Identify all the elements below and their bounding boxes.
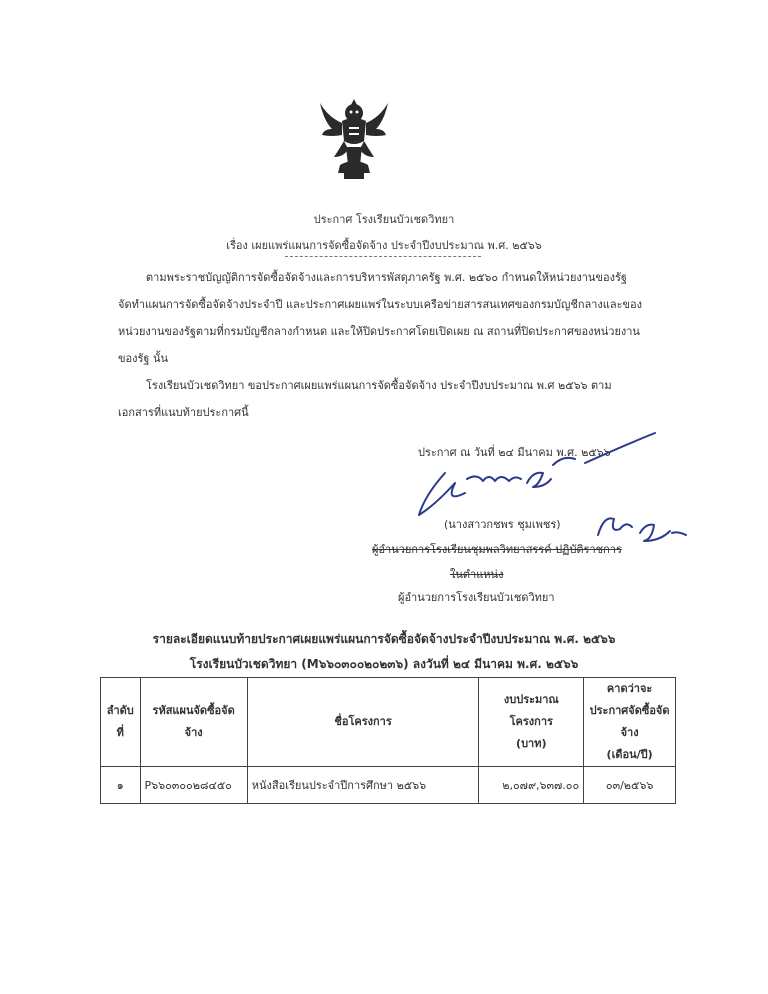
table-row [101,767,676,804]
announcement-date: ประกาศ ณ วันที่ ๒๔ มีนาคม พ.ศ. ๒๕๖๖ [418,446,611,459]
acting-position-struck: ในตำแหน่ง [450,568,504,581]
header-budget-line-1: งบประมาณโครงการ [503,693,559,728]
announcement-subject: เรื่อง เผยแพร่แผนการจัดซื้อจัดจ้าง ประจำปีงบประมาณ พ.ศ. ๒๕๖๖ [226,239,542,252]
header-num: ลำดับที่ [101,678,141,767]
signer-position: ผู้อำนวยการโรงเรียนบัวเชดวิทยา [398,591,555,604]
cell-period: ๐๓/๒๕๖๖ [584,767,676,804]
cell-budget: ๒,๐๗๙,๖๓๗.๐๐ [479,767,584,804]
paragraph-2-line-1: โรงเรียนบัวเชดวิทยา ขอประกาศเผยแพร่แผนการจัดซื้อจัดจ้าง ประจำปีงบประมาณ พ.ศ ๒๕๖๖ ตาม [146,379,612,392]
attachment-title-line-1: รายละเอียดแนบท้ายประกาศเผยแพร่แผนการจัดซื้อจัดจ้างประจำปีงบประมาณ พ.ศ. ๒๕๖๖ [152,632,616,646]
signer-name: (นางสาวกชพร ชุมเพชร) [444,518,561,531]
original-position-struck: ผู้อำนวยการโรงเรียนชุมพลวิทยาสรรค์ ปฏิบัติราชการ [372,543,622,556]
table-header-row [101,678,676,767]
attachment-title-line-2: โรงเรียนบัวเชดวิทยา (M๖๖๐๓๐๐๒๐๒๓๖) ลงวันที่ ๒๔ มีนาคม พ.ศ. ๒๕๖๖ [189,657,579,671]
cell-project-name: หนังสือเรียนประจำปีการศึกษา ๒๕๖๖ [247,767,479,804]
announcement-title: ประกาศ โรงเรียนบัวเชดวิทยา [313,213,455,226]
header-expected-period [584,678,676,767]
header-period-line-2: ประกาศจัดซื้อจัดจ้าง [589,704,670,739]
header-plan-code: รหัสแผนจัดซื้อจัดจ้าง [140,678,247,767]
header-period-line-1: คาดว่าจะ [606,682,653,695]
paragraph-1-line-3: หน่วยงานของรัฐตามที่กรมบัญชีกลางกำหนด และให้ปิดประกาศโดยเปิดเผย ณ สถานที่ปิดประกาศของหน่วยงาน [118,325,640,338]
cell-plan-code: P๖๖๐๓๐๐๒๘๔๕๐ [140,767,247,804]
cell-num: ๑ [101,767,141,804]
header-budget [479,678,584,767]
garuda-emblem-icon [318,95,390,183]
paragraph-2-line-2: เอกสารที่แนบท้ายประกาศนี้ [118,406,249,419]
paragraph-1-line-4: ของรัฐ นั้น [118,352,169,365]
header-budget-line-2: (บาท) [516,737,547,750]
paragraph-1-line-1: ตามพระราชบัญญัติการจัดซื้อจัดจ้างและการบริหารพัสดุภาครัฐ พ.ศ. ๒๕๖๐ กำหนดให้หน่วยงานของรัฐ [146,271,627,284]
header-period-line-3: (เดือน/ปี) [606,748,653,761]
paragraph-1-line-2: จัดทำแผนการจัดซื้อจัดจ้างประจำปี และประกาศเผยแพร่ในระบบเครือข่ายสารสนเทศของกรมบัญชีกลางและของ [118,298,643,311]
subject-divider [285,256,481,257]
procurement-plan-table [100,677,676,804]
header-project-name: ชื่อโครงการ [247,678,479,767]
